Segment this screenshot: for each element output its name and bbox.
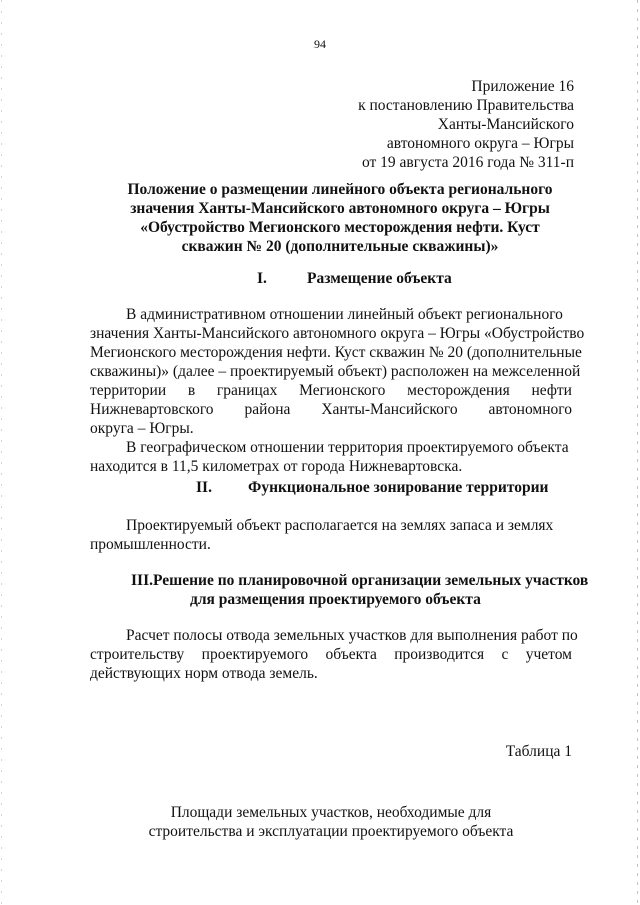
table-label: Таблица 1 bbox=[505, 743, 572, 760]
text-line: Расчет полосы отвода земельных участков для выполнения работ по bbox=[126, 627, 578, 644]
text-line: Мегионского месторождения нефти. Куст скважин № 20 (дополнительные bbox=[90, 344, 582, 361]
section-3-title-line-1: Решение по планировочной организации земельных участков bbox=[152, 572, 589, 589]
title-line: Положение о размещении линейного объекта регионального bbox=[127, 181, 553, 198]
title-line: «Обустройство Мегионского месторождения нефти. Куст bbox=[140, 219, 540, 236]
appendix-line: автономного округа – Югры bbox=[386, 135, 574, 152]
text-line: действующих норм отвода земель. bbox=[90, 665, 318, 682]
page-number: 94 bbox=[314, 37, 326, 51]
appendix-line: от 19 августа 2016 года № 311-п bbox=[361, 154, 574, 171]
scan-edge-left bbox=[1, 0, 2, 905]
text-line: Проектируемый объект располагается на землях запаса и землях bbox=[126, 517, 554, 534]
section-1-paragraph-1 bbox=[90, 305, 585, 476]
section-1-heading bbox=[257, 269, 452, 288]
section-1-title: Размещение объекта bbox=[307, 270, 452, 287]
title-line: скважин № 20 (дополнительные скважины)» bbox=[181, 238, 499, 255]
section-2-title: Функциональное зонирование территории bbox=[248, 479, 549, 496]
appendix-line: к постановлению Правительства bbox=[358, 97, 574, 114]
appendix-line: Приложение 16 bbox=[471, 78, 574, 95]
table-caption bbox=[90, 803, 572, 841]
text-line: скважины)» (далее – проектируемый объект) расположен на межселенной bbox=[90, 363, 581, 380]
section-3-paragraph bbox=[90, 626, 578, 683]
section-3-heading bbox=[131, 571, 588, 590]
document-title bbox=[120, 180, 560, 256]
text-line: В административном отношении линейный объект регионального bbox=[126, 306, 563, 323]
text-line: находится в 11,5 километрах от города Нижневартовска. bbox=[90, 458, 463, 475]
section-2-heading bbox=[196, 478, 548, 497]
section-3-heading-line-2: для размещения проектируемого объекта bbox=[190, 591, 481, 608]
text-line: значения Ханты-Мансийского автономного округа – Югры «Обустройство bbox=[90, 325, 585, 342]
appendix-block bbox=[358, 77, 574, 172]
caption-line: Площади земельных участков, необходимые для bbox=[170, 804, 492, 821]
text-line: промышленности. bbox=[90, 536, 211, 553]
text-line: округа – Югры. bbox=[90, 420, 194, 437]
title-line: значения Ханты-Мансийского автономного округа – Югры bbox=[130, 200, 550, 217]
appendix-line: Ханты-Мансийского bbox=[437, 116, 574, 133]
section-1-number: I. bbox=[257, 270, 267, 287]
section-2-paragraph bbox=[90, 516, 572, 554]
caption-line: строительства и эксплуатации проектируемого объекта bbox=[148, 823, 514, 840]
text-line-spread: строительству проектируемого объекта производится с учетом bbox=[90, 646, 572, 663]
text-line-spread: территории в границах Мегионского месторождения нефти bbox=[90, 382, 572, 399]
scan-edge-right bbox=[637, 0, 638, 905]
text-line-spread: Нижневартовского района Ханты-Мансийского автономного bbox=[90, 401, 572, 418]
section-3-number: III. bbox=[131, 572, 153, 589]
section-2-number: II. bbox=[196, 479, 212, 496]
text-line: В географическом отношении территория проектируемого объекта bbox=[126, 439, 569, 456]
